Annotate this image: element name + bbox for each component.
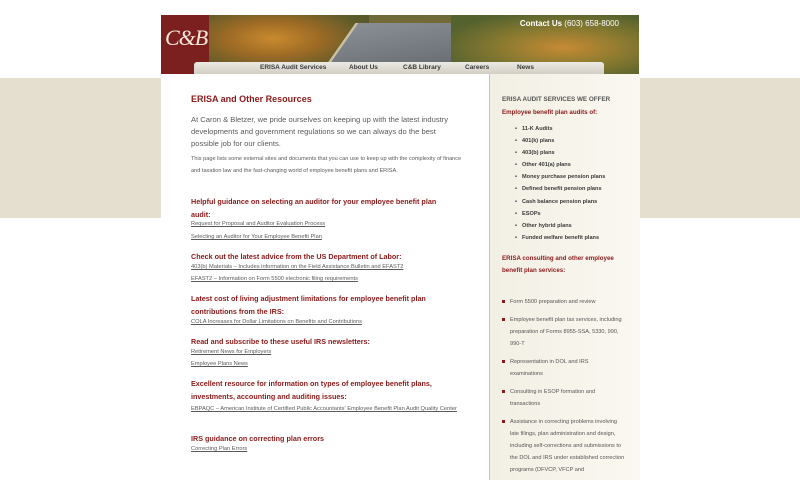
page-container — [161, 15, 639, 480]
nav-bar — [194, 62, 604, 74]
bullet-square-icon — [502, 420, 505, 423]
audit-item: • 401(k) plans — [522, 138, 554, 144]
audits-heading: Employee benefit plan audits of: — [502, 109, 598, 116]
nav-item-cb-library[interactable]: C&B Library — [403, 64, 441, 71]
audit-item: • 11-K Audits — [522, 126, 553, 132]
contact-phone: (603) 658-8000 — [564, 19, 619, 28]
audit-item: • 403(b) plans — [522, 150, 555, 156]
bullet-square-icon — [502, 360, 505, 363]
audit-item: • Funded welfare benefit plans — [522, 235, 599, 241]
section-heading-dol: Check out the latest advice from the US Department of Labor: — [191, 252, 402, 261]
link-retirement-news[interactable]: Retirement News for Employers — [191, 349, 272, 355]
bullet-square-icon — [502, 300, 505, 303]
bullet-square-icon — [502, 390, 505, 393]
link-selecting-auditor[interactable]: Selecting an Auditor for Your Employee Benefit Plan — [191, 234, 322, 240]
contact-info[interactable] — [520, 19, 619, 28]
contact-label[interactable]: Contact Us — [519, 19, 563, 28]
audit-item: • Money purchase pension plans — [522, 174, 605, 180]
nav-item-about-us[interactable]: About Us — [349, 64, 378, 71]
lead-paragraph: At Caron & Bletzer, we pride ourselves on keeping up with the latest industry developments and government regulations so we can always do the best possible job for our clients. — [191, 115, 449, 148]
nav-item-erisa-audit-services[interactable]: ERISA Audit Services — [260, 64, 327, 71]
audit-item: • Cash balance pension plans — [522, 199, 597, 205]
logo-text: C&B — [165, 25, 208, 50]
audit-item: • Defined benefit pension plans — [522, 186, 602, 192]
section-heading-ebpaqc: Excellent resource for information on types of employee benefit plans, investments, accounting and auditing issues: — [191, 379, 432, 401]
header-banner — [161, 15, 639, 74]
link-efast2[interactable]: EFAST2 – Information on Form 5500 electronic filing requirements — [191, 276, 358, 282]
nav-item-careers[interactable]: Careers — [465, 64, 490, 71]
intro-paragraph: This page lists some external sites and documents that you can use to keep up with the complexity of finance and taxation law and the fast-changing world of employee benefit plans and ERISA. — [191, 156, 462, 174]
audit-item: • Other 401(a) plans — [522, 162, 571, 168]
section-heading-auditor: Helpful guidance on selecting an auditor for your employee benefit plan audit: — [191, 197, 437, 219]
link-ebpaqc[interactable]: EBPAQC – American Institute of Certified Public Accountants' Employee Benefit Plan Audit Quality Center — [191, 406, 457, 412]
sidebar-heading: ERISA AUDIT SERVICES WE OFFER — [502, 96, 611, 103]
link-403b-materials[interactable]: 403(b) Materials – Includes information on the Field Assistance Bulletin and EFAST2 — [191, 264, 404, 270]
section-heading-newsletters: Read and subscribe to these useful IRS newsletters: — [191, 337, 370, 346]
service-item: Representation in DOL and IRS examinations — [510, 359, 589, 377]
nav-item-news[interactable]: News — [517, 64, 534, 71]
section-heading-cola: Latest cost of living adjustment limitations for employee benefit plan contributions from the IRS: — [191, 294, 426, 316]
link-correcting-plan-errors[interactable]: Correcting Plan Errors — [191, 446, 248, 452]
link-employee-plans-news[interactable]: Employee Plans News — [191, 361, 248, 367]
link-rfp-auditor-evaluation[interactable]: Request for Proposal and Auditor Evaluation Process — [191, 221, 326, 227]
service-item: Form 5500 preparation and review — [510, 299, 596, 305]
consulting-heading: ERISA consulting and other employee benefit plan services: — [502, 255, 614, 274]
link-cola-increases[interactable]: COLA Increases for Dollar Limitations on Benefits and Contributions — [191, 319, 363, 325]
service-item: Employee benefit plan tax services, including preparation of Forms 8955-SSA, 5330, 990, 990-T — [510, 317, 622, 347]
audit-item: • ESOPs — [522, 211, 541, 217]
page-title: ERISA and Other Resources — [191, 94, 312, 104]
service-item: Assistance in correcting problems involving late filings, plan administration and design, including self-corrections and submissions to the DOL and IRS under established correction programs (DFVCP, VFCP and — [510, 419, 625, 473]
bullet-square-icon — [502, 318, 505, 321]
section-heading-plan-errors: IRS guidance on correcting plan errors — [191, 434, 324, 443]
service-item: Consulting in ESOP formation and transactions — [510, 389, 596, 407]
audit-item: • Other hybrid plans — [522, 223, 572, 229]
sidebar — [489, 74, 640, 480]
